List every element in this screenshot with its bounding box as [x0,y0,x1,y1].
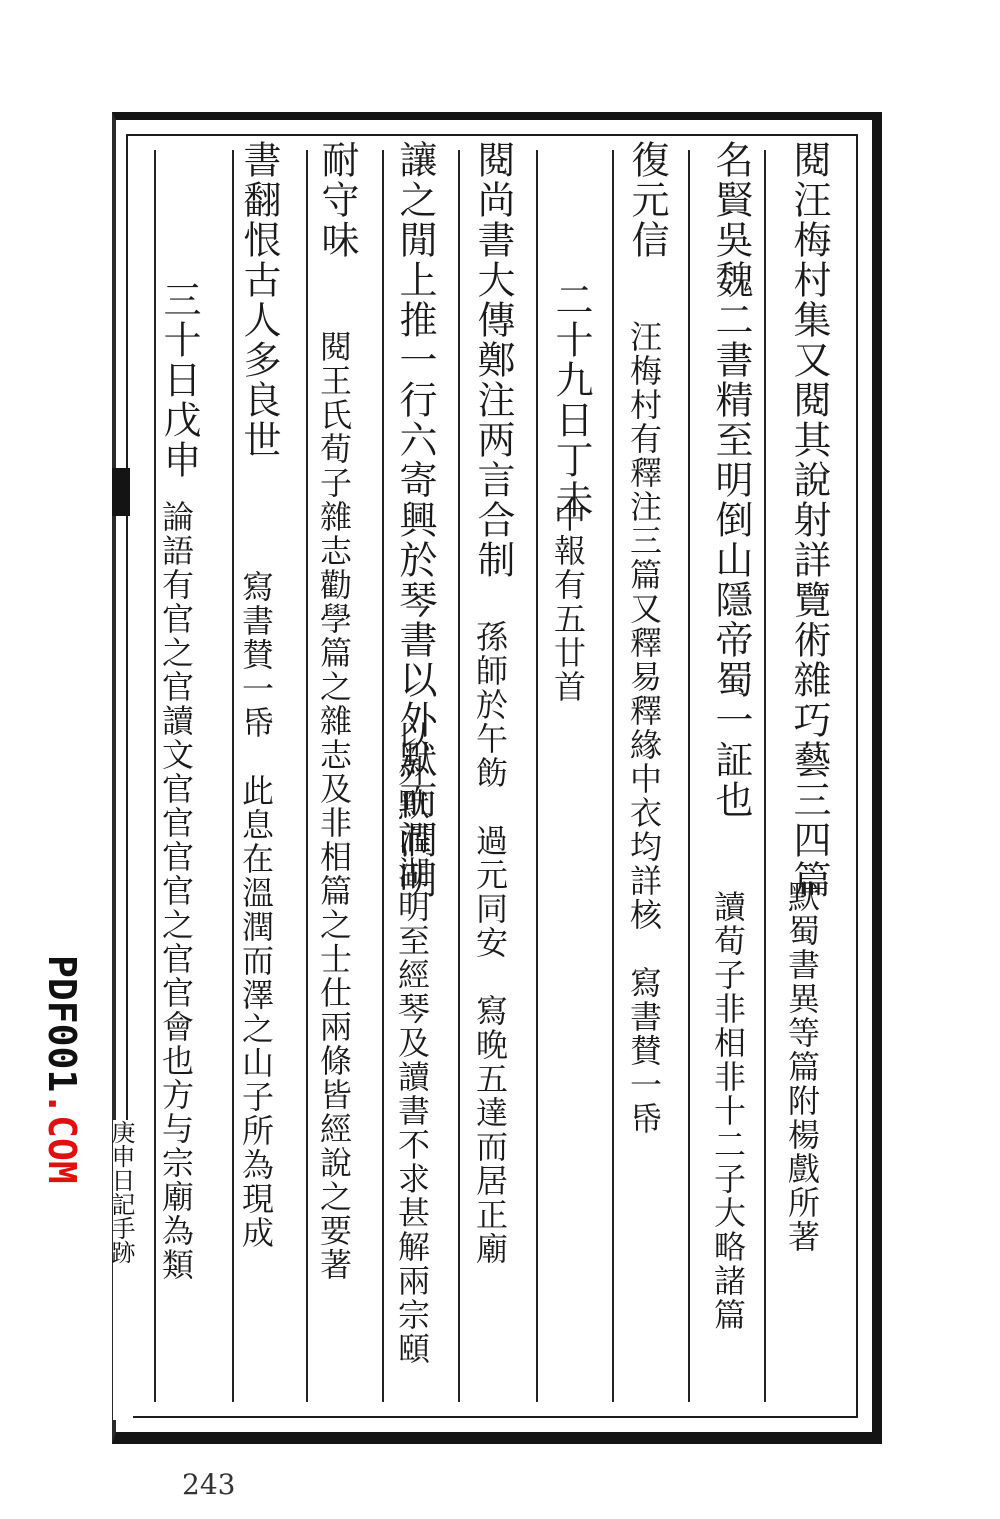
text-column-8-tail [237,570,275,1400]
text-column-9-tail [157,500,195,1400]
text-column-3 [625,140,669,290]
column-tail-text: 閱王氏荀子雜志勸學篇之雜志及非相篇之士仕兩條皆經說之要著 [315,330,353,1282]
text-column-2-tail [709,890,747,1410]
column-rule [232,150,234,1402]
column-rule [688,150,690,1402]
page-number: 243 [182,1468,236,1501]
text-column-4 [549,280,593,520]
text-column-4-tail [549,500,587,740]
text-column-3-tail [625,320,663,1400]
column-text: 復元信 [625,140,669,260]
text-column-1-tail [783,880,821,1400]
watermark-text-b: .COM [40,1092,84,1184]
text-column-7 [315,140,359,280]
column-rule [458,150,460,1402]
column-rule [154,150,156,1402]
column-text: 三十日戊申 [157,280,201,480]
column-tail-text: 讀荀子非相非十二子大略諸篇 [709,890,747,1332]
column-text: 二十九日丁未 [549,280,593,520]
text-column-5-tail [471,620,509,1400]
column-tail-text: 默蜀書異等篇附楊戲所著 [783,880,821,1254]
column-tail-text: 寫書賛一帋 此息在溫潤而澤之山子所為現成 [237,570,275,1250]
text-column-8 [237,140,281,520]
column-rule [382,150,384,1402]
text-column-7-tail [315,330,353,1400]
column-tail-text: 論語有官之官讀文官官官官之官官會也方与宗廟為類 [157,500,195,1282]
column-text: 名賢吳魏二書精至明倒山隱帝蜀一証也 [709,140,753,820]
column-text: 書翻恨古人多良世 [237,140,281,460]
text-column-5 [471,140,515,600]
text-column-6 [393,140,437,900]
column-rule [536,150,538,1402]
fold-mark [112,468,130,516]
column-rule [306,150,308,1402]
column-text: 讓之閒上推一行六寄興於琴書以外默而潤明 [393,140,437,900]
column-tail-text: 孫師於午飭 過元同安 寫晚五達而居正廟 [471,620,509,1266]
colophon: 庚申日記手跡 [113,1120,133,1420]
column-text: 耐守味 [315,140,359,260]
column-tail-text: 中報有五廿首 [549,500,587,704]
text-column-9 [157,280,201,480]
text-column-6-tail [393,720,431,1400]
column-rule [764,150,766,1402]
column-text: 閱汪梅村集又閱其說射詳覽術雜巧藝三四篇 [787,140,831,900]
watermark [34,955,84,1205]
column-text: 閱尚書大傳鄭注两言合制 [471,140,515,580]
column-tail-text: 汪梅村有釋注三篇又釋易釋緣中衣均詳核 寫書賛一帋 [625,320,663,1136]
column-tail-text: 以外默而湖明至經琴及讀書不求甚解兩宗頤 [393,720,431,1366]
watermark-text-a: PDF001 [40,955,84,1093]
column-rule [612,150,614,1402]
